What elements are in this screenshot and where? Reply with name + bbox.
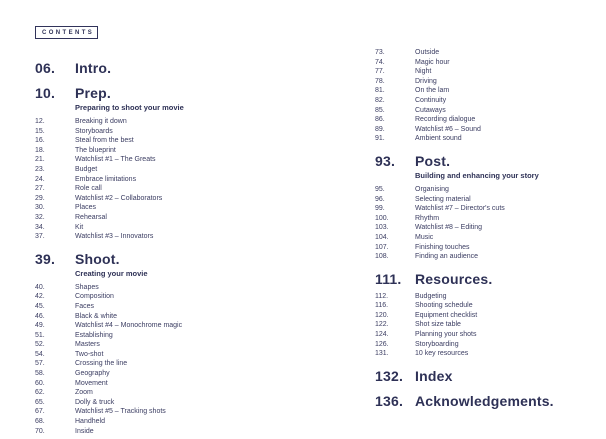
toc-item-list — [375, 185, 585, 262]
toc-entry — [35, 398, 315, 408]
entry-page-number: 116. — [375, 302, 389, 310]
entry-page-number: 86. — [375, 116, 385, 124]
entry-page-number: 124. — [375, 331, 389, 339]
toc-entry — [375, 311, 585, 321]
toc-section — [375, 369, 585, 384]
entry-label: 10 key resources — [415, 350, 469, 358]
entry-label: Places — [75, 204, 97, 212]
toc-item-list — [375, 48, 585, 144]
toc-entry — [35, 302, 315, 312]
entry-page-number: 126. — [375, 340, 389, 348]
entry-page-number: 103. — [375, 224, 389, 232]
toc-blocks-right — [375, 48, 585, 409]
entry-page-number: 12. — [35, 118, 45, 125]
entry-label: Organising — [415, 185, 449, 193]
entry-label: On the lam — [415, 87, 450, 95]
entry-page-number: 70. — [35, 427, 45, 435]
entry-label: The blueprint — [75, 146, 116, 154]
toc-item-list — [35, 283, 315, 437]
toc-entry — [35, 388, 315, 398]
toc-section-row — [375, 369, 585, 384]
section-page-number: 93. — [375, 152, 396, 169]
section-title: Post. — [415, 152, 451, 169]
entry-page-number: 108. — [375, 253, 389, 261]
entry-page-number: 67. — [35, 408, 45, 416]
toc-entry — [375, 223, 585, 233]
entry-label: Recording dialogue — [415, 116, 476, 124]
toc-column-right — [375, 43, 585, 409]
toc-item-list — [375, 292, 585, 359]
entry-label: Watchlist #3 – Innovators — [75, 233, 154, 241]
entry-label: Movement — [75, 379, 108, 387]
toc-entry — [375, 185, 585, 195]
entry-page-number: 37. — [35, 233, 45, 241]
entry-page-number: 46. — [35, 312, 45, 320]
section-page-number: 10. — [35, 85, 56, 101]
entry-label: Establishing — [75, 331, 113, 339]
toc-entry — [35, 340, 315, 350]
section-subtitle: Building and enhancing your story — [415, 170, 539, 180]
entry-label: Rehearsal — [75, 213, 107, 221]
entry-label: Night — [415, 68, 432, 76]
entry-page-number: 74. — [375, 58, 385, 66]
entry-page-number: 107. — [375, 243, 389, 251]
entry-label: Breaking it down — [75, 118, 127, 125]
toc-entry — [35, 136, 315, 146]
toc-entry — [375, 67, 585, 77]
entry-page-number: 77. — [375, 68, 385, 76]
toc-entry — [375, 96, 585, 106]
entry-page-number: 68. — [35, 418, 45, 426]
toc-blocks-left — [35, 61, 315, 436]
toc-entry — [375, 106, 585, 116]
toc-section-row — [35, 61, 315, 76]
toc-entry — [375, 58, 585, 68]
entry-label: Storyboards — [75, 127, 113, 135]
toc-entry — [35, 175, 315, 185]
entry-page-number: 24. — [35, 175, 45, 183]
entry-label: Equipment checklist — [415, 311, 478, 319]
section-page-number: 06. — [35, 60, 56, 76]
section-subtitle: Preparing to shoot your movie — [75, 103, 184, 112]
entry-label: Geography — [75, 370, 110, 378]
toc-section — [35, 252, 315, 278]
toc-column-left — [35, 21, 315, 436]
entry-label: Kit — [75, 223, 84, 231]
section-title: Index — [415, 367, 453, 384]
section-subtitle: Creating your movie — [75, 268, 148, 278]
section-page-number: 132. — [375, 367, 404, 384]
toc-entry — [35, 292, 315, 302]
entry-label: Watchlist #7 – Director's cuts — [415, 205, 505, 213]
entry-label: Embrace limitations — [75, 175, 137, 183]
entry-label: Ambient sound — [415, 135, 462, 143]
toc-entry — [35, 232, 315, 242]
toc-entry — [35, 321, 315, 331]
entry-page-number: 104. — [375, 233, 389, 241]
entry-label: Rhythm — [415, 214, 440, 222]
entry-label: Watchlist #1 – The Greats — [75, 156, 156, 164]
entry-label: Shot size table — [415, 321, 461, 329]
entry-page-number: 49. — [35, 322, 45, 330]
entry-page-number: 96. — [375, 195, 385, 203]
entry-page-number: 100. — [375, 214, 389, 222]
toc-entry — [375, 204, 585, 214]
toc-entry — [375, 252, 585, 262]
entry-label: Shapes — [75, 283, 99, 291]
entry-page-number: 45. — [35, 302, 45, 310]
entry-page-number: 120. — [375, 311, 389, 319]
toc-item-list — [35, 117, 315, 242]
entry-label: Zoom — [75, 389, 93, 397]
toc-entry — [375, 301, 585, 311]
toc-entry — [35, 165, 315, 175]
entry-label: Composition — [75, 293, 114, 301]
entry-page-number: 85. — [375, 106, 385, 114]
toc-entry — [375, 86, 585, 96]
toc-section-row — [375, 272, 585, 287]
entry-page-number: 91. — [375, 135, 385, 143]
toc-entry — [35, 223, 315, 233]
toc-section-row — [375, 154, 585, 169]
toc-entry — [35, 417, 315, 427]
entry-label: Role call — [75, 185, 102, 193]
entry-page-number: 21. — [35, 156, 45, 164]
entry-label: Cutaways — [415, 106, 446, 114]
entry-page-number: 60. — [35, 379, 45, 387]
toc-section — [35, 86, 315, 112]
toc-entry — [375, 340, 585, 350]
entry-page-number: 18. — [35, 146, 45, 154]
entry-page-number: 34. — [35, 223, 45, 231]
toc-section — [375, 394, 585, 409]
entry-page-number: 54. — [35, 350, 45, 358]
toc-entry — [35, 194, 315, 204]
toc-entry — [35, 283, 315, 293]
toc-entry — [375, 243, 585, 253]
entry-page-number: 30. — [35, 204, 45, 212]
section-page-number: 136. — [375, 392, 404, 409]
entry-page-number: 27. — [35, 185, 45, 193]
contents-badge: CONTENTS — [35, 26, 98, 39]
entry-label: Masters — [75, 341, 100, 349]
entry-page-number: 99. — [375, 205, 385, 213]
entry-label: Watchlist #6 – Sound — [415, 125, 481, 133]
entry-page-number: 81. — [375, 87, 385, 95]
entry-page-number: 95. — [375, 185, 385, 193]
toc-entry — [35, 203, 315, 213]
entry-page-number: 89. — [375, 125, 385, 133]
entry-label: Planning your shots — [415, 331, 477, 339]
entry-label: Music — [415, 233, 434, 241]
toc-entry — [35, 407, 315, 417]
entry-page-number: 78. — [375, 77, 385, 85]
toc-entry — [375, 349, 585, 359]
entry-label: Watchlist #5 – Tracking shots — [75, 408, 166, 416]
entry-label: Watchlist #4 – Monochrome magic — [75, 322, 183, 330]
toc-section-row — [35, 252, 315, 267]
toc-entry — [375, 214, 585, 224]
toc-entry — [35, 117, 315, 127]
entry-label: Outside — [415, 49, 440, 56]
entry-page-number: 131. — [375, 350, 389, 358]
entry-label: Shooting schedule — [415, 302, 473, 310]
toc-entry — [35, 427, 315, 437]
section-title: Intro. — [75, 60, 112, 76]
entry-label: Steal from the best — [75, 137, 134, 145]
entry-page-number: 23. — [35, 165, 45, 173]
toc-entry — [35, 184, 315, 194]
entry-label: Faces — [75, 302, 95, 310]
entry-label: Selecting material — [415, 195, 471, 203]
entry-label: Magic hour — [415, 58, 450, 66]
section-title: Prep. — [75, 85, 112, 101]
toc-entry — [375, 330, 585, 340]
entry-label: Watchlist #2 – Collaborators — [75, 194, 163, 202]
entry-page-number: 58. — [35, 370, 45, 378]
toc-entry — [35, 369, 315, 379]
section-title: Shoot. — [75, 250, 120, 267]
entry-label: Budget — [75, 165, 98, 173]
toc-entry — [375, 115, 585, 125]
entry-page-number: 15. — [35, 127, 45, 135]
entry-label: Driving — [415, 77, 437, 85]
toc-entry — [375, 292, 585, 302]
entry-label: Two-shot — [75, 350, 104, 358]
toc-section-row — [35, 86, 315, 101]
toc-entry — [375, 195, 585, 205]
entry-label: Watchlist #8 – Editing — [415, 224, 483, 232]
entry-page-number: 57. — [35, 360, 45, 368]
toc-entry — [35, 379, 315, 389]
entry-page-number: 62. — [35, 389, 45, 397]
entry-label: Dolly & truck — [75, 398, 115, 406]
toc-entry — [35, 359, 315, 369]
toc-entry — [375, 125, 585, 135]
toc-entry — [375, 320, 585, 330]
toc-entry — [375, 233, 585, 243]
entry-label: Continuity — [415, 96, 447, 104]
toc-entry — [35, 155, 315, 165]
entry-label: Handheld — [75, 418, 105, 426]
toc-section — [375, 154, 585, 180]
entry-page-number: 29. — [35, 194, 45, 202]
entry-label: Black & white — [75, 312, 118, 320]
toc-section — [35, 61, 315, 76]
entry-page-number: 32. — [35, 213, 45, 221]
toc-entry — [375, 48, 585, 58]
toc-entry — [35, 213, 315, 223]
toc-section-row — [375, 394, 585, 409]
entry-page-number: 82. — [375, 96, 385, 104]
entry-page-number: 51. — [35, 331, 45, 339]
entry-label: Inside — [75, 427, 94, 435]
entry-label: Budgeting — [415, 292, 447, 300]
section-title: Resources. — [415, 270, 493, 287]
entry-label: Finishing touches — [415, 243, 470, 251]
entry-page-number: 122. — [375, 321, 389, 329]
toc-entry — [35, 127, 315, 137]
entry-label: Finding an audience — [415, 253, 479, 261]
toc-entry — [35, 331, 315, 341]
section-title: Acknowledgements. — [415, 392, 554, 409]
toc-entry — [35, 146, 315, 156]
entry-page-number: 65. — [35, 398, 45, 406]
toc-entry — [375, 77, 585, 87]
toc-section — [375, 272, 585, 287]
entry-page-number: 42. — [35, 293, 45, 301]
toc-entry — [35, 350, 315, 360]
entry-page-number: 52. — [35, 341, 45, 349]
toc-entry — [375, 134, 585, 144]
section-page-number: 111. — [375, 270, 402, 287]
entry-page-number: 16. — [35, 137, 45, 145]
entry-page-number: 112. — [375, 292, 389, 300]
entry-label: Storyboarding — [415, 340, 459, 348]
section-page-number: 39. — [35, 250, 56, 267]
entry-page-number: 73. — [375, 49, 385, 56]
entry-page-number: 40. — [35, 283, 45, 291]
entry-label: Crossing the line — [75, 360, 128, 368]
toc-entry — [35, 312, 315, 322]
